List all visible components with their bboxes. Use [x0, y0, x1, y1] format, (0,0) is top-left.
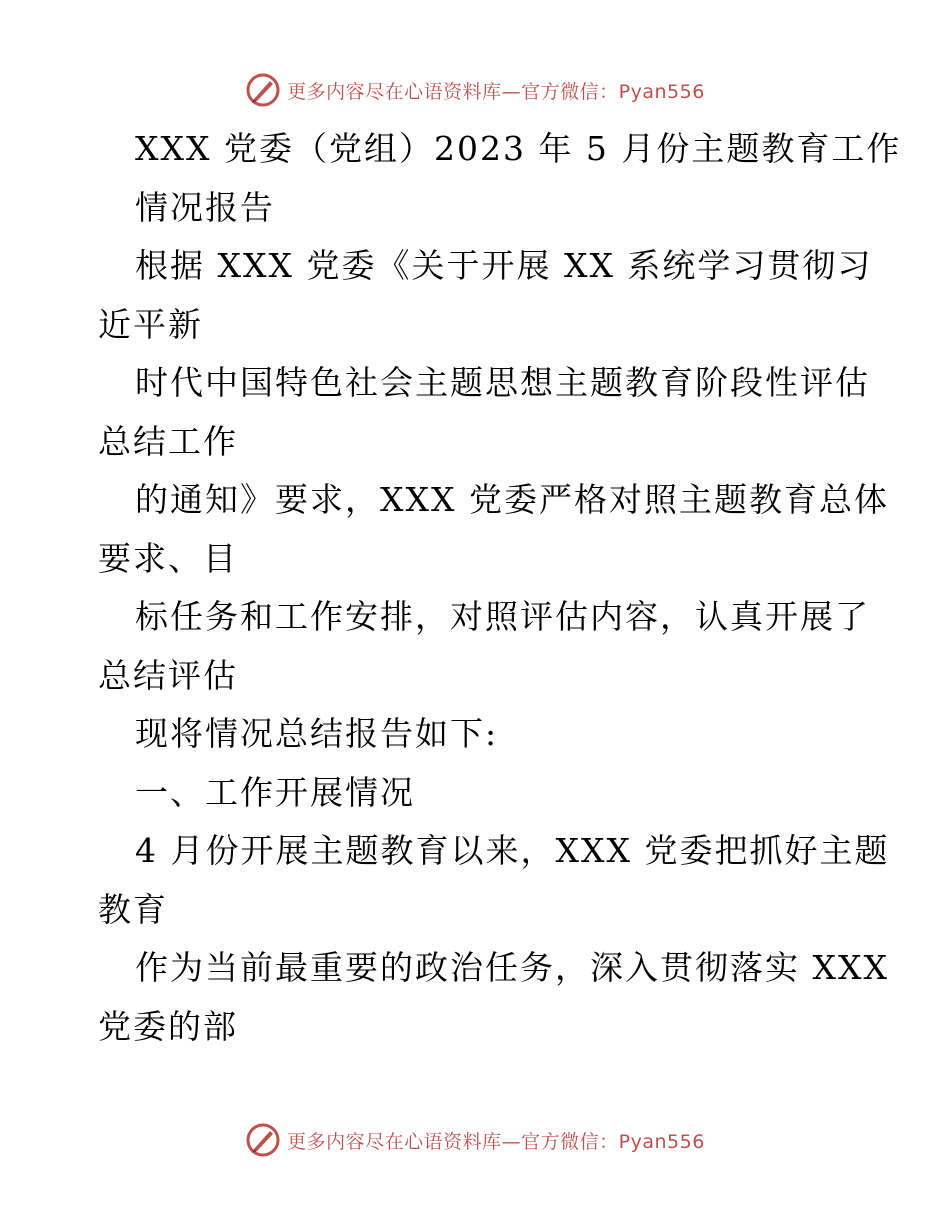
header-watermark-text: 更多内容尽在心语资料库—官方微信：Pyan556: [287, 80, 705, 103]
pen-seal-logo-icon: [245, 1122, 281, 1158]
document-line: 教育: [98, 889, 168, 929]
document-body: [98, 120, 902, 1056]
footer-watermark: [0, 1118, 950, 1162]
document-line: 情况报告: [135, 187, 275, 227]
document-line: 党委的部: [98, 1006, 238, 1046]
document-line: 一、工作开展情况: [135, 772, 415, 812]
document-line: XXX 党委（党组）2023 年 5 月份主题教育工作: [135, 129, 902, 168]
document-line: 近平新: [98, 304, 203, 344]
document-line: 时代中国特色社会主题思想主题教育阶段性评估: [135, 363, 870, 402]
document-line: 作为当前最重要的政治任务，深入贯彻落实 XXX: [135, 948, 889, 987]
document-line: 现将情况总结报告如下:: [135, 714, 499, 753]
document-line: 总结工作: [98, 421, 238, 461]
header-watermark-group: [245, 72, 705, 108]
document-line: 的通知》要求，XXX 党委严格对照主题教育总体: [135, 480, 889, 519]
footer-watermark-group: [245, 1122, 705, 1158]
document-line: 根据 XXX 党委《关于开展 XX 系统学习贯彻习: [135, 246, 873, 285]
pen-seal-logo-icon: [245, 72, 281, 108]
document-line: 4 月份开展主题教育以来，XXX 党委把抓好主题: [135, 831, 890, 870]
document-line: 要求、目: [98, 538, 238, 578]
document-line: 标任务和工作安排，对照评估内容，认真开展了: [135, 597, 870, 636]
header-watermark: [0, 68, 950, 112]
footer-watermark-text: 更多内容尽在心语资料库—官方微信：Pyan556: [287, 1130, 705, 1153]
document-line: 总结评估: [98, 655, 238, 695]
